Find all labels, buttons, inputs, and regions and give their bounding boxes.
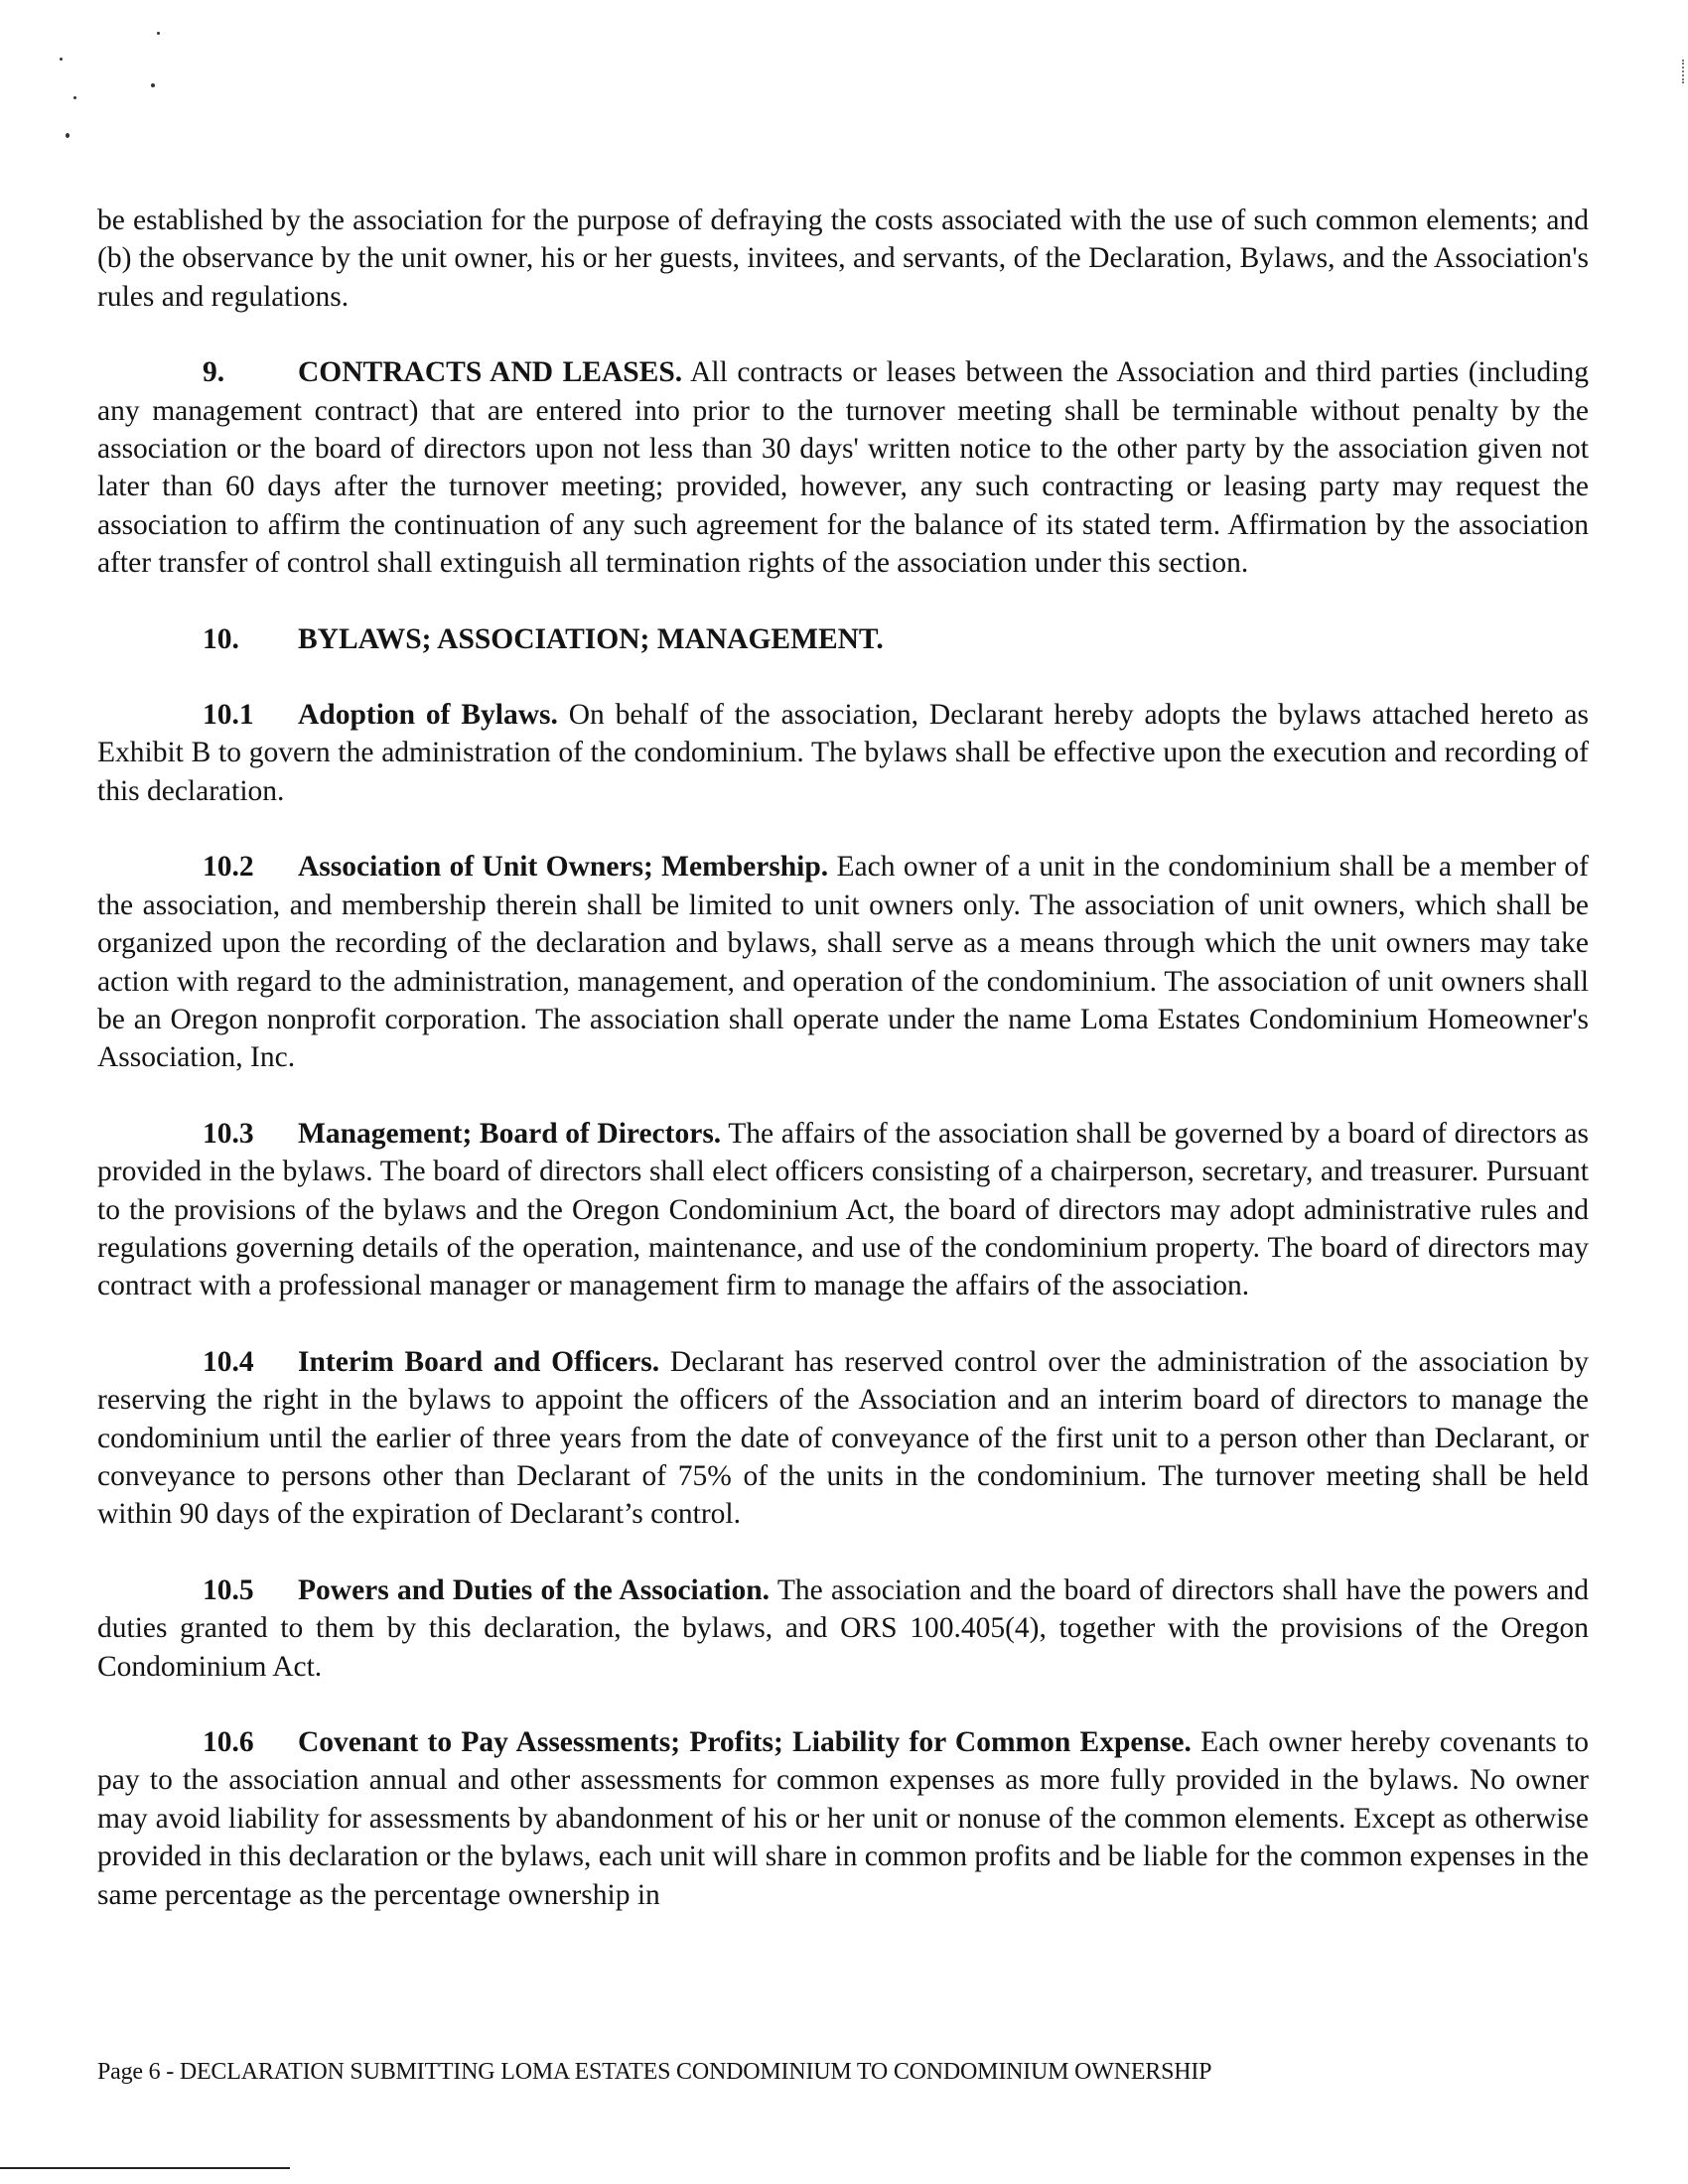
subsection-10-6 bbox=[97, 1723, 1589, 1914]
subsection-number: 10.3 bbox=[203, 1117, 254, 1150]
subsection-title: Association of Unit Owners; Membership. bbox=[298, 851, 829, 884]
bottom-rule bbox=[0, 2167, 290, 2169]
subsection-body: Declarant has reserved control over the administration of the association by reserving the right in the bylaws to appoint the officers of the Association and an interim board of directors to manage the condominium until the earlier of three years from the date of conveyance of the first unit to a person other than Declarant, or conveyance to persons other than Declarant of 75% of the units in the condominium. The turnover meeting shall be held within 90 days of the expiration of Declarant’s control. bbox=[97, 1345, 1589, 1531]
subsection-10-3 bbox=[97, 1115, 1589, 1305]
scan-edge-mark bbox=[1682, 60, 1686, 83]
subsection-body: The association and the board of directors shall have the powers and duties granted to them by this declaration, the bylaws, and ORS 100.405(4), together with the provisions of the Oregon Condominium Act. bbox=[97, 1573, 1590, 1683]
subsection-body: On behalf of the association, Declarant hereby adopts the bylaws attached hereto as Exhibit B to govern the administration of the condominium. The bylaws shall be effective upon the execution and recording of this declaration. bbox=[97, 699, 1589, 807]
page-footer: Page 6 - DECLARATION SUBMITTING LOMA ESTATES CONDOMINIUM TO CONDOMINIUM OWNERSHIP bbox=[97, 2059, 1212, 2085]
subsection-body: The affairs of the association shall be governed by a board of directors as provided in the bylaws. The board of directors shall elect officers consisting of a chairperson, secretary, and treasurer. Pursuant to the provisions of the bylaws and the Oregon Condominium Act, the board of directors may adopt administrative rules and regulations governing details of the operation, maintenance, and use of the condominium property. The board of directors may contract with a professional manager or management firm to manage the affairs of the association. bbox=[97, 1117, 1590, 1302]
document-body bbox=[97, 202, 1589, 1952]
section-9 bbox=[97, 353, 1589, 582]
subsection-title: Management; Board of Directors. bbox=[298, 1117, 722, 1150]
section-9-number: 9. bbox=[203, 356, 225, 389]
subsection-number: 10.2 bbox=[203, 851, 254, 884]
subsection-title: Powers and Duties of the Association. bbox=[298, 1573, 771, 1606]
subsection-title: Covenant to Pay Assessments; Profits; Liability for Common Expense. bbox=[298, 1726, 1192, 1758]
subsection-body: Each owner hereby covenants to pay to the association annual and other assessments for common expenses as more fully provided in the bylaws. No owner may avoid liability for assessments by abandonment of his or her unit or nonuse of the common elements. Except as otherwise provided in this declaration or the bylaws, each unit will share in common profits and be liable for the common expenses in the same percentage as the percentage ownership in bbox=[97, 1726, 1589, 1911]
section-9-body: All contracts or leases between the Association and third parties (including any management contract) that are entered into prior to the turnover meeting shall be terminable without penalty by the association or the board of directors upon not less than 30 days' written notice to the other party by the association given not later than 60 days after the turnover meeting; provided, however, any such contracting or leasing party may request the association to affirm the continuation of any such agreement for the balance of its stated term. Affirmation by the association after transfer of control shall extinguish all termination rights of the association under this section. bbox=[97, 356, 1589, 580]
subsection-number: 10.5 bbox=[203, 1573, 254, 1606]
subsection-10-1 bbox=[97, 696, 1589, 810]
scan-speck bbox=[60, 58, 63, 61]
subsection-body: Each owner of a unit in the condominium shall be a member of the association, and membership therein shall be limited to unit owners only. The association of unit owners, which shall be organized upon the recording of the declaration and bylaws, shall serve as a means through which the unit owners may take action with regard to the administration, management, and operation of the condominium. The association of unit owners shall be an Oregon nonprofit corporation. The association shall operate under the name Loma Estates Condominium Homeowner's Association, Inc. bbox=[97, 851, 1590, 1074]
subsection-number: 10.1 bbox=[203, 699, 254, 732]
section-10-number: 10. bbox=[203, 622, 239, 655]
section-10-title: BYLAWS; ASSOCIATION; MANAGEMENT. bbox=[298, 622, 884, 655]
scan-speck bbox=[73, 96, 76, 99]
intro-paragraph: be established by the association for the purpose of defraying the costs associated with the use of such common elements; and (b) the observance by the unit owner, his or her guests, invitees, and servants, of the Declaration, Bylaws, and the Association's rules and regulations. bbox=[97, 205, 1589, 313]
scan-speck bbox=[66, 133, 70, 138]
section-9-title: CONTRACTS AND LEASES. bbox=[298, 356, 683, 389]
subsection-10-4 bbox=[97, 1343, 1589, 1534]
subsection-10-5 bbox=[97, 1571, 1589, 1686]
subsection-number: 10.4 bbox=[203, 1345, 254, 1378]
subsection-title: Interim Board and Officers. bbox=[298, 1345, 660, 1378]
scan-speck bbox=[157, 32, 160, 35]
subsection-10-2 bbox=[97, 848, 1589, 1076]
scan-speck bbox=[151, 83, 155, 87]
subsection-title: Adoption of Bylaws. bbox=[298, 699, 558, 732]
subsection-number: 10.6 bbox=[203, 1726, 254, 1758]
section-10-heading bbox=[97, 620, 1589, 658]
